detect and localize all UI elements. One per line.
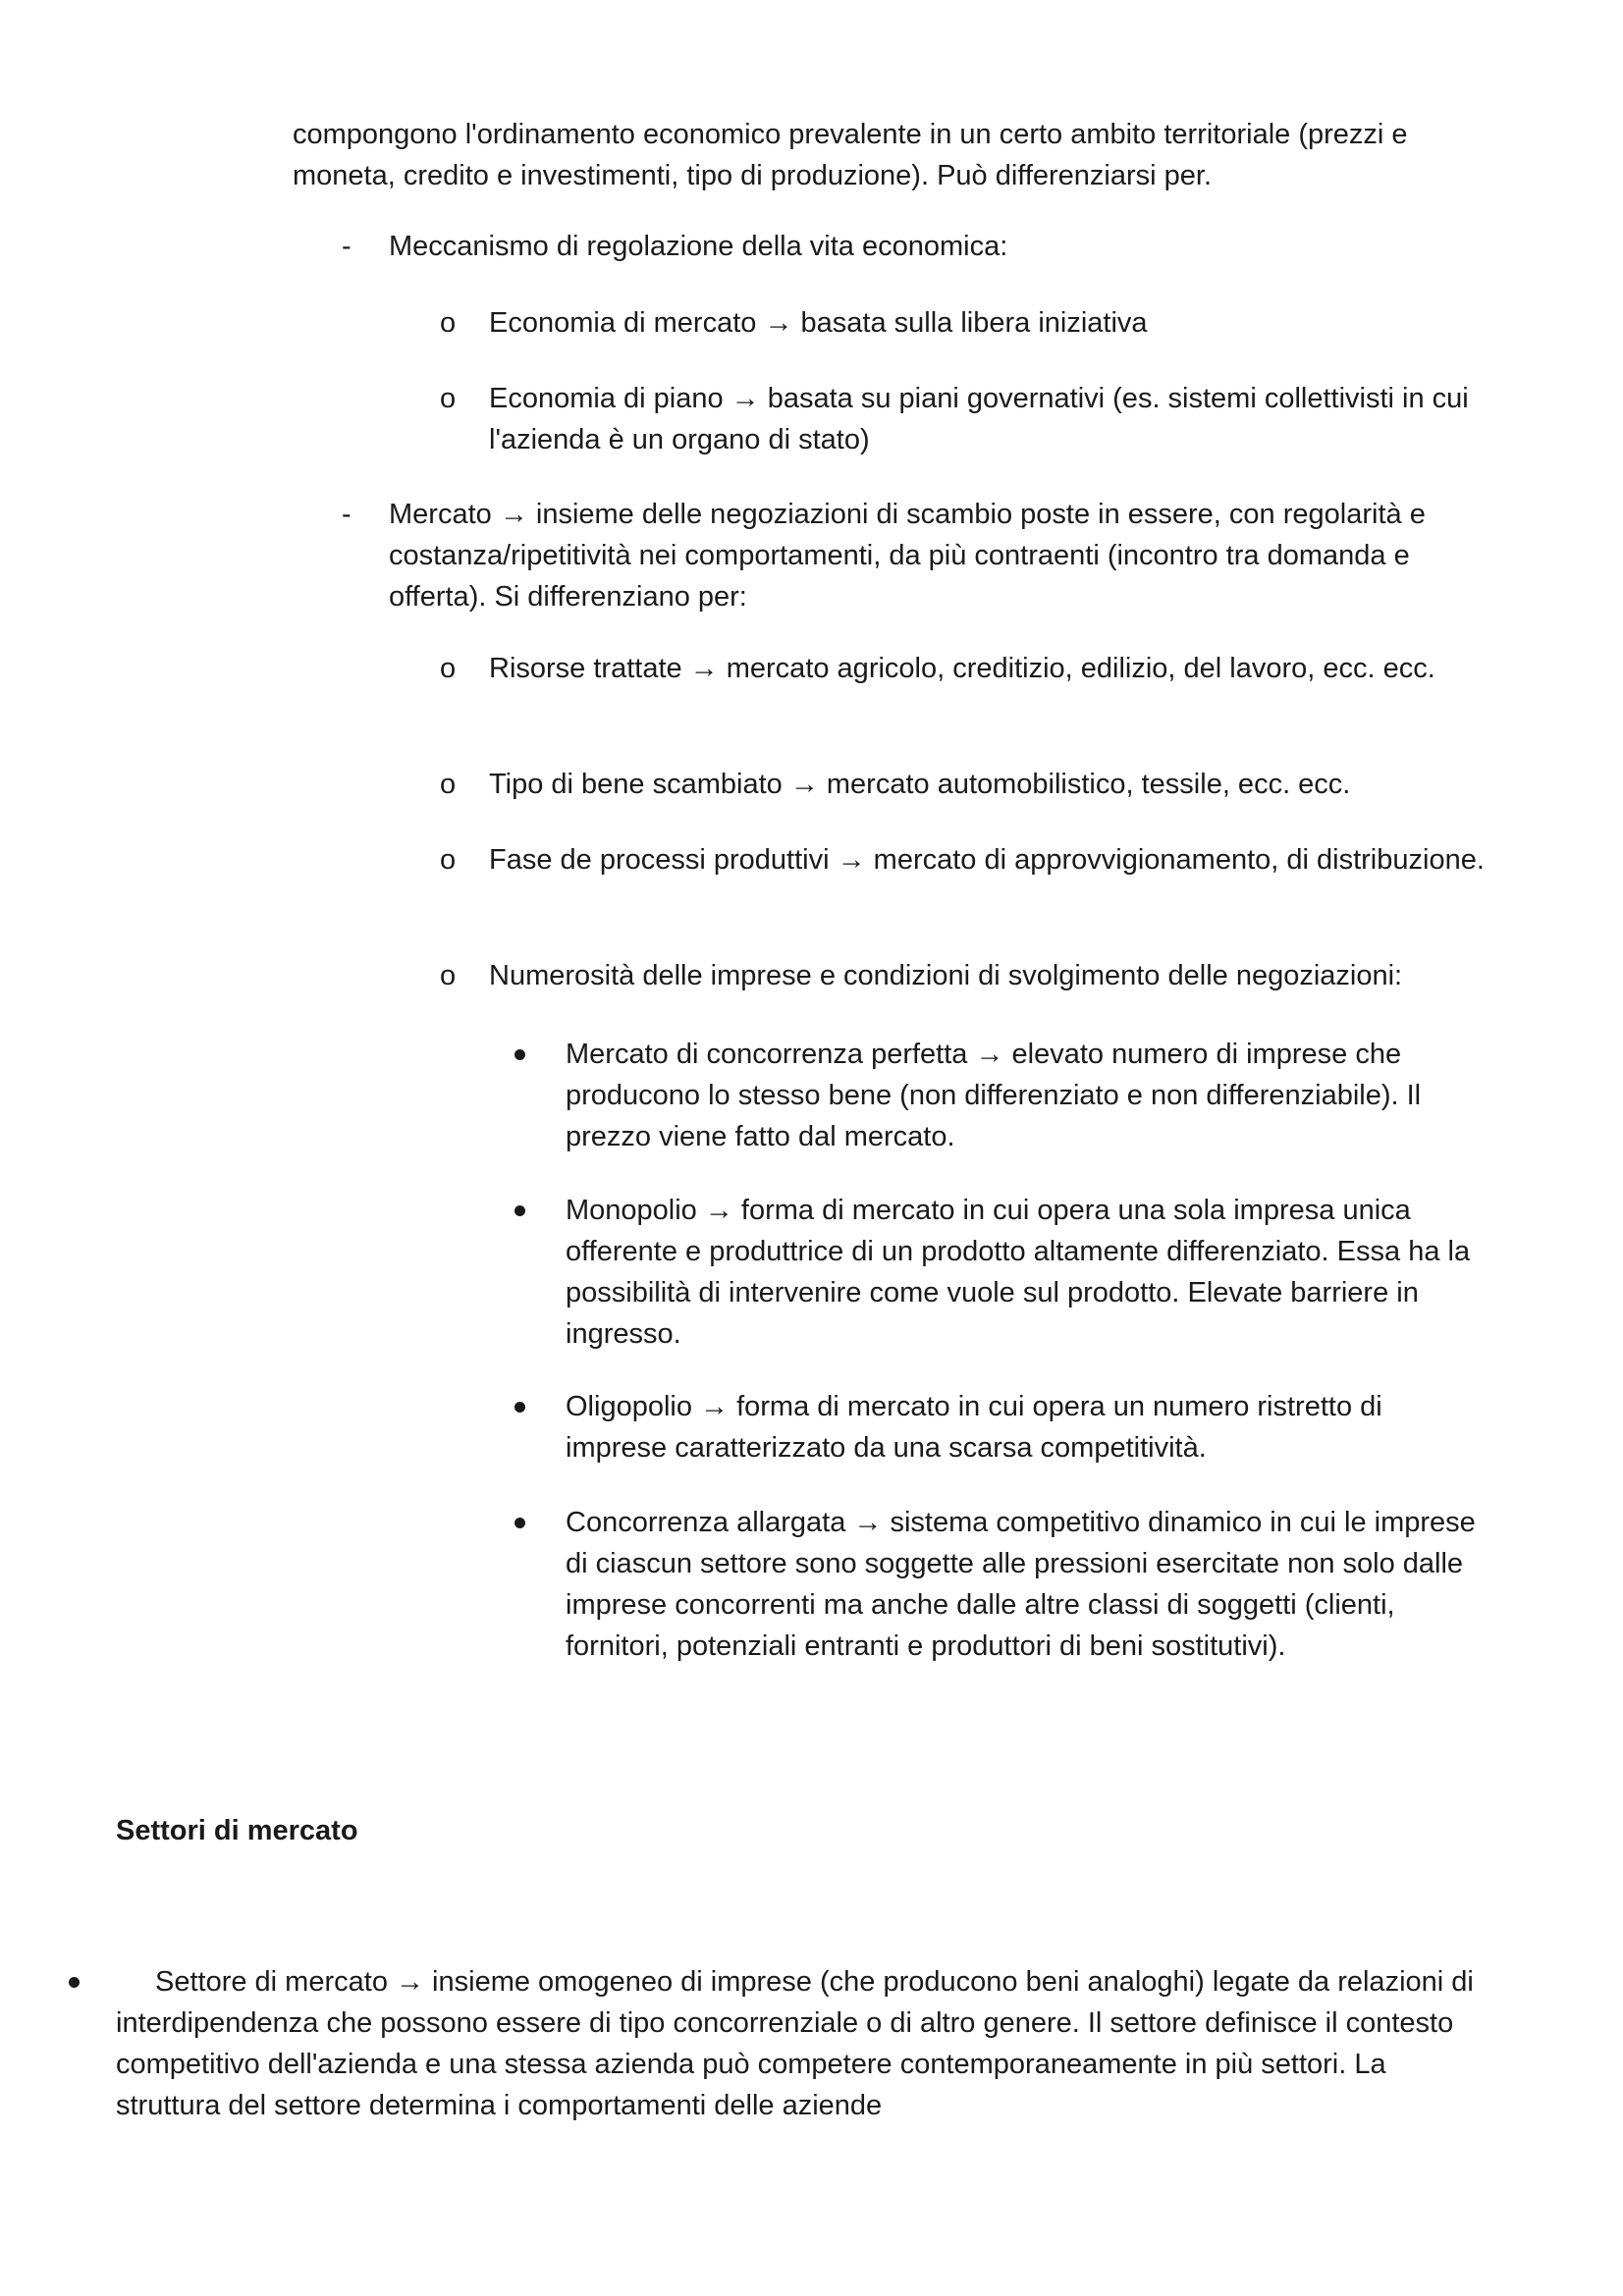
list-item-market-sector	[116, 1961, 1490, 2126]
o-marker: o	[440, 307, 457, 339]
list-item-text: Numerosità delle imprese e condizioni di svolgimento delle negoziazioni:	[489, 960, 1403, 991]
bullet-icon	[514, 1402, 525, 1413]
list-item-text: Risorse trattate → mercato agricolo, creditizio, edilizio, del lavoro, ecc. ecc.	[489, 653, 1435, 684]
market-sector-paragraph: Settore di mercato → insieme omogeneo di imprese (che producono beni analoghi) legate da relazioni di interdipendenza che possono essere di tipo concorrenziale o di altro genere. Il settore definisce il contesto competitivo dell'azienda e una stessa azienda può competere contemporaneamente in più settori. La struttura del settore determina i comportamenti delle aziende	[116, 1966, 1474, 2121]
list-item-text: Oligopolio → forma di mercato in cui opera un numero ristretto di imprese caratterizzato da una scarsa competitività.	[566, 1391, 1382, 1464]
bullet-icon	[514, 1518, 525, 1528]
dash-marker: -	[342, 499, 352, 530]
dash-marker: -	[342, 231, 352, 262]
section-heading: Settori di mercato	[116, 1815, 358, 1846]
list-item-text: Fase de processi produttivi → mercato di approvvigionamento, di distribuzione.	[489, 844, 1485, 876]
intro-paragraph: compongono l'ordinamento economico prevalente in un certo ambito territoriale (prezzi e moneta, credito e investimenti, tipo di produzione). Può differenziarsi per.	[293, 119, 1408, 191]
list-item-text: Concorrenza allargata → sistema competitivo dinamico in cui le imprese di ciascun settore sono soggette alle pressioni esercitate non solo dalle imprese concorrenti ma anche dalle altre classi di soggetti (clienti, fornitori, potenziali entranti e produttori di beni sostitutivi).	[566, 1507, 1476, 1662]
bullet-icon	[514, 1205, 525, 1216]
bullet-icon	[514, 1049, 525, 1060]
list-item-text: Economia di mercato → basata sulla libera iniziativa	[489, 307, 1148, 339]
list-item-text: Mercato di concorrenza perfetta → elevato numero di imprese che producono lo stesso bene (non differenziato e non differenziabile). Il prezzo viene fatto dal mercato.	[566, 1039, 1422, 1152]
o-marker: o	[440, 960, 457, 991]
o-marker: o	[440, 653, 457, 684]
list-item-text: Economia di piano → basata su piani governativi (es. sistemi collettivisti in cui l'azienda è un organo di stato)	[489, 383, 1469, 455]
list-item-text: Tipo di bene scambiato → mercato automobilistico, tessile, ecc. ecc.	[489, 769, 1351, 800]
o-marker: o	[440, 383, 457, 414]
market-title: Mercato → insieme delle negoziazioni di scambio poste in essere, con regolarità e costanza/ripetitività nei comportamenti, da più contraenti (incontro tra domanda e offerta). Si differenziano per:	[389, 499, 1426, 613]
list-item-text: Monopolio → forma di mercato in cui opera una sola impresa unica offerente e produttrice di un prodotto altamente differenziato. Essa ha la possibilità di intervenire come vuole sul prodotto. Elevate barriere in ingresso.	[566, 1195, 1471, 1350]
regulation-title: Meccanismo di regolazione della vita economica:	[389, 231, 1008, 262]
o-marker: o	[440, 769, 457, 800]
o-marker: o	[440, 844, 457, 876]
bullet-icon	[69, 1977, 80, 1988]
